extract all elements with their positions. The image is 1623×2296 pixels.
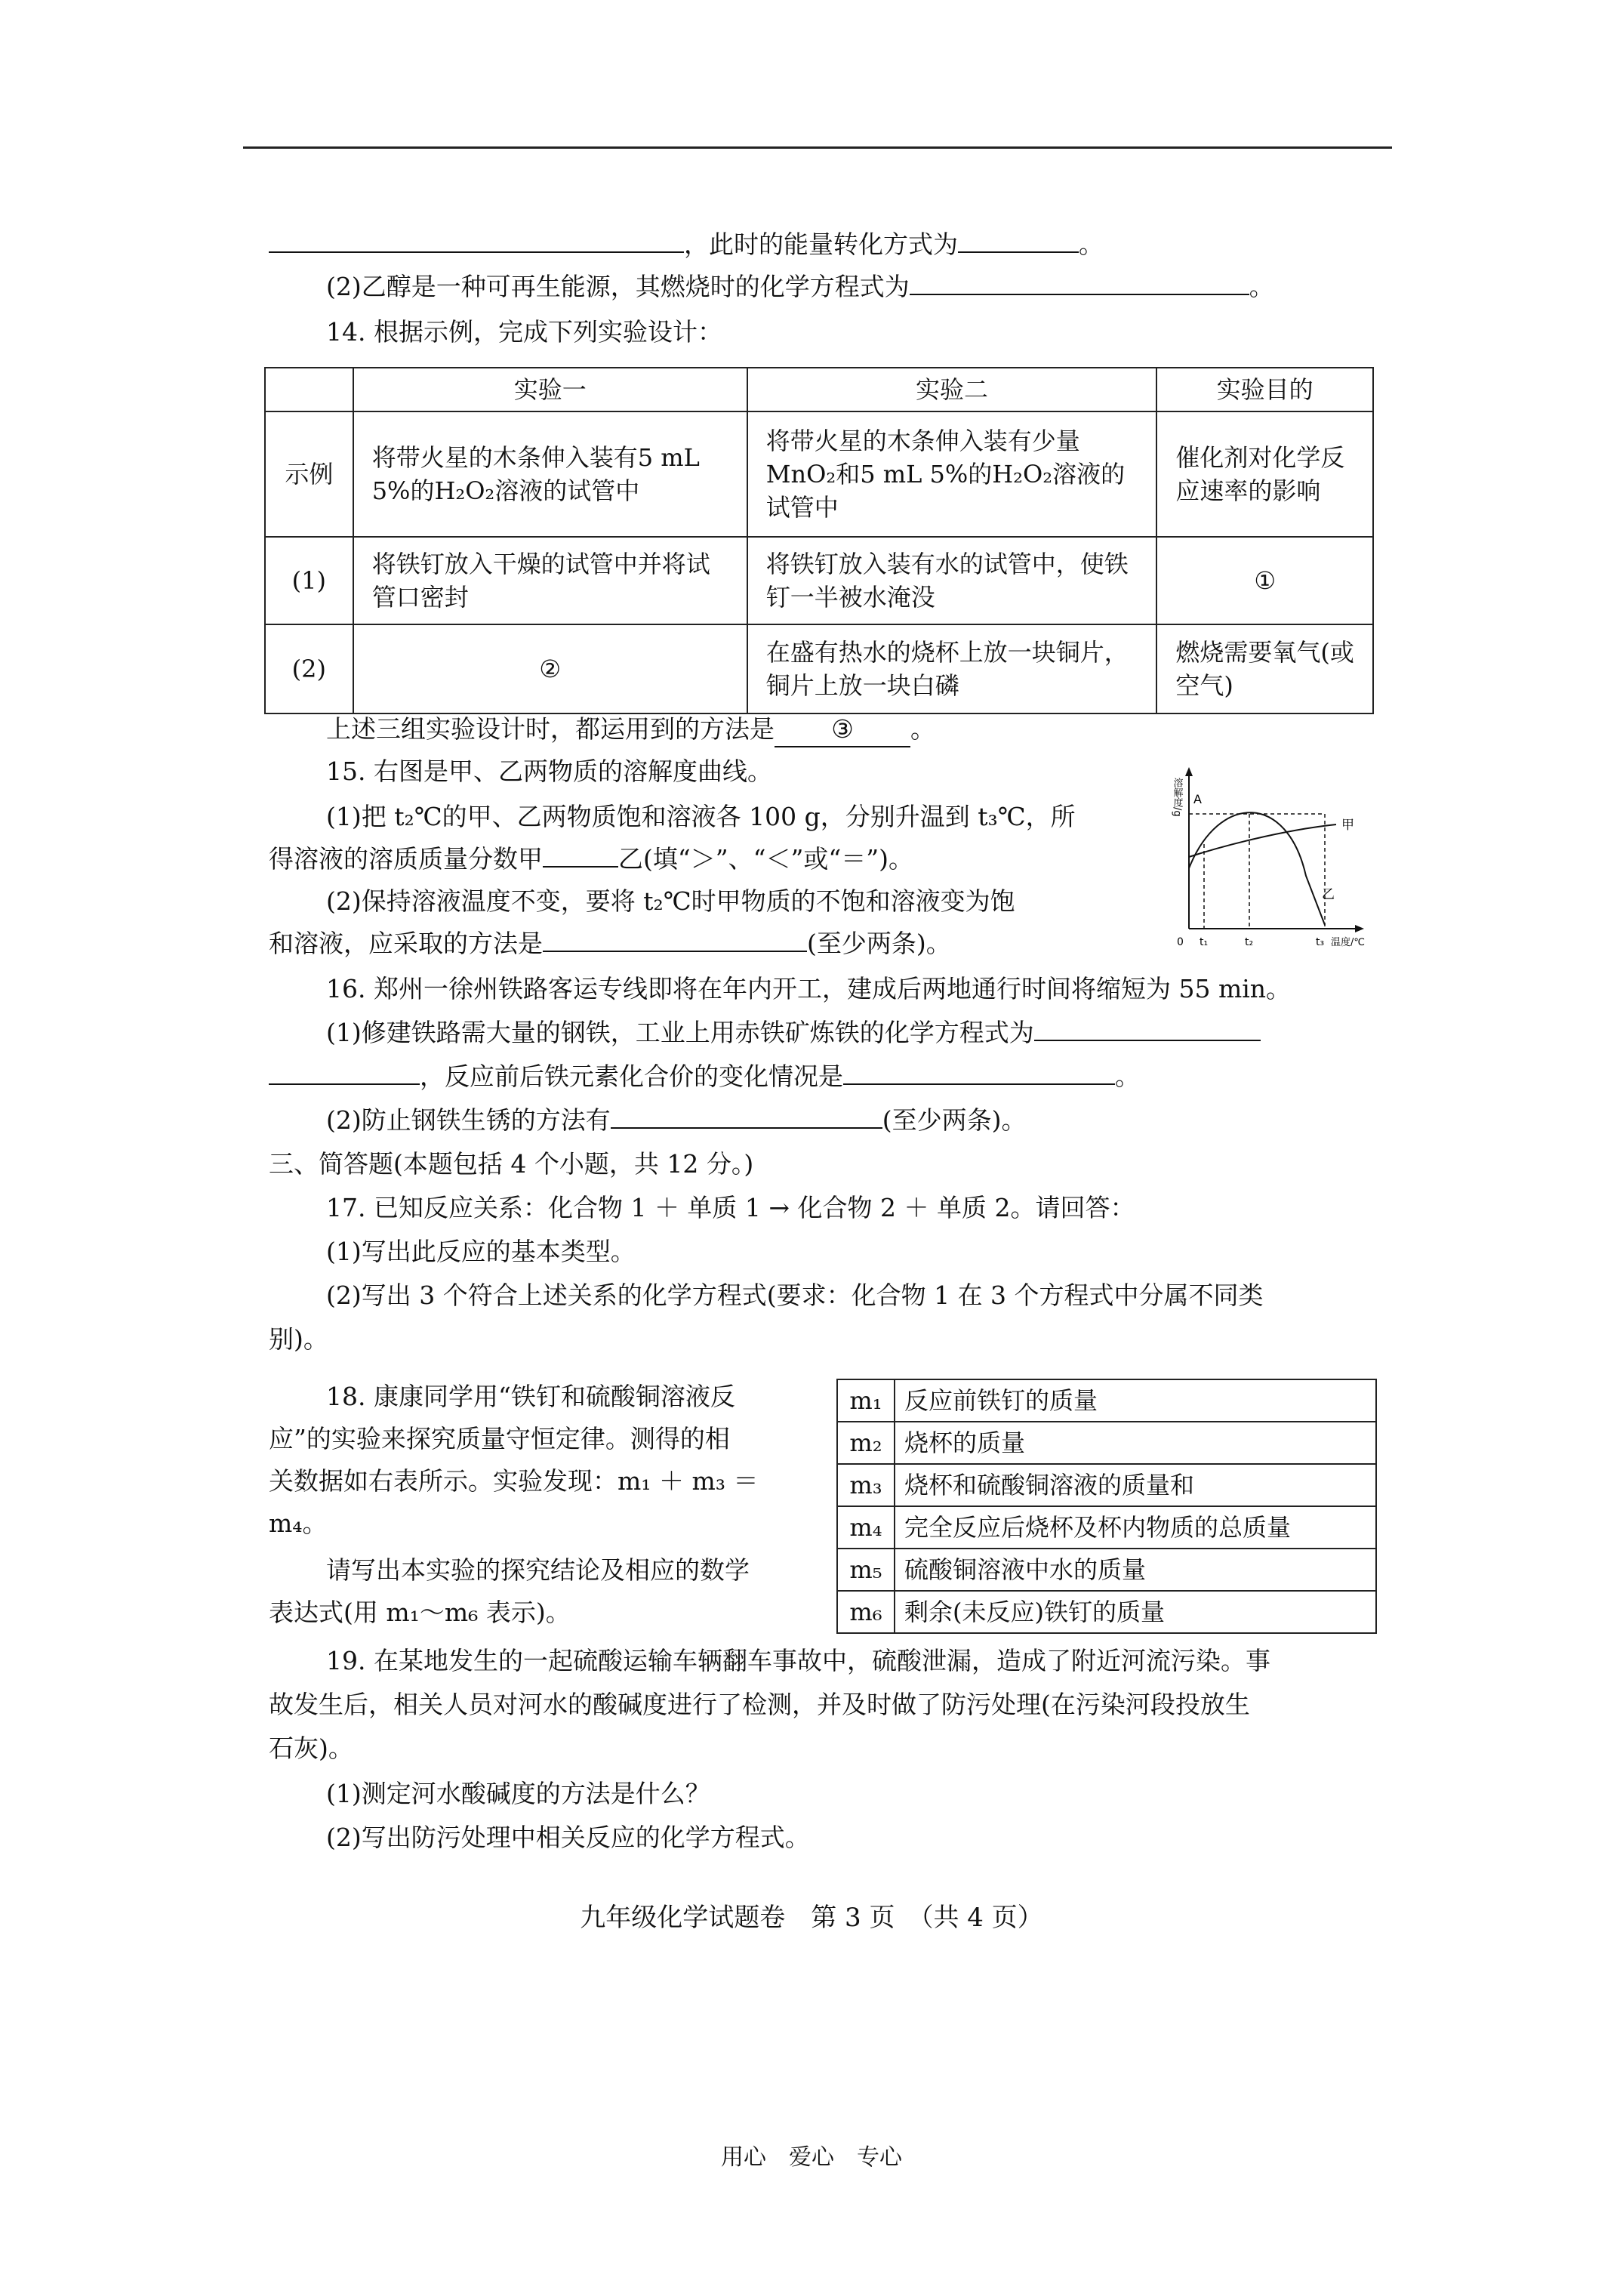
q15-title: 15. 右图是甲、乙两物质的溶解度曲线。 bbox=[326, 757, 772, 786]
table-row bbox=[837, 1549, 1376, 1591]
q18-text: 关数据如右表所示。实验发现：m₁ ＋ m₃ ＝ bbox=[269, 1466, 759, 1496]
mass-description: 烧杯和硫酸铜溶液的质量和 bbox=[895, 1464, 1376, 1506]
mass-description: 剩余(未反应)铁钉的质量 bbox=[895, 1591, 1376, 1633]
answer-blank[interactable] bbox=[843, 1061, 1115, 1085]
answer-slot-1[interactable]: ① bbox=[1156, 537, 1373, 624]
table-cell: 在盛有热水的烧杯上放一块铜片，铜片上放一块白磷 bbox=[747, 624, 1157, 713]
table-row bbox=[837, 1591, 1376, 1633]
table-cell: 示例 bbox=[265, 411, 353, 537]
table-cell: 将铁钉放入干燥的试管中并将试管口密封 bbox=[353, 537, 747, 624]
table-row bbox=[837, 1464, 1376, 1506]
q14-summary: 上述三组实验设计时，都运用到的方法是 ③ 。 bbox=[326, 713, 935, 747]
answer-blank[interactable] bbox=[910, 271, 1249, 295]
mass-description: 完全反应后烧杯及杯内物质的总质量 bbox=[895, 1506, 1376, 1549]
answer-blank[interactable] bbox=[269, 1061, 420, 1085]
q15-part1-cont: 得溶液的溶质质量分数甲 乙(填“＞”、“＜”或“＝”)。 bbox=[269, 844, 913, 874]
x-tick-label: t₃ bbox=[1316, 936, 1325, 948]
q15-part1: (1)把 t₂℃的甲、乙两物质饱和溶液各 100 g，分别升温到 t₃℃，所 bbox=[326, 802, 1076, 831]
mass-symbol: m₂ bbox=[837, 1422, 895, 1464]
answer-blank[interactable] bbox=[611, 1105, 882, 1129]
point-a-label: A bbox=[1193, 792, 1202, 806]
q18-text: 18. 康康同学用“铁钉和硫酸铜溶液反 bbox=[326, 1382, 735, 1411]
q18-text: m₄。 bbox=[269, 1509, 328, 1538]
answer-slot-3[interactable]: ③ bbox=[775, 713, 910, 747]
q15-part2: (2)保持溶液温度不变，要将 t₂℃时甲物质的不饱和溶液变为饱 bbox=[326, 886, 1015, 916]
answer-slot-2[interactable]: ② bbox=[353, 624, 747, 713]
q16-part2: (2)防止钢铁生锈的方法有 (至少两条)。 bbox=[326, 1105, 1027, 1135]
bottom-slogan: 用心 爱心 专心 bbox=[721, 2144, 902, 2171]
solubility-chart bbox=[1171, 763, 1378, 951]
table-row bbox=[837, 1422, 1376, 1464]
table-cell: 将带火星的木条伸入装有少量MnO₂和5 mL 5%的H₂O₂溶液的试管中 bbox=[747, 411, 1157, 537]
q17-part2-cont: 别)。 bbox=[269, 1324, 328, 1354]
q16-part1: (1)修建铁路需大量的钢铁，工业上用赤铁矿炼铁的化学方程式为 bbox=[326, 1016, 1261, 1049]
answer-blank[interactable] bbox=[543, 843, 618, 868]
top-rule bbox=[243, 146, 1392, 149]
table-cell: (1) bbox=[265, 537, 353, 624]
mass-description: 烧杯的质量 bbox=[895, 1422, 1376, 1464]
mass-description: 硫酸铜溶液中水的质量 bbox=[895, 1549, 1376, 1591]
q19-part2: (2)写出防污处理中相关反应的化学方程式。 bbox=[326, 1823, 810, 1852]
x-axis-label: 温度/℃ bbox=[1331, 937, 1365, 948]
table-row bbox=[837, 1506, 1376, 1549]
q18-text: 表达式(用 m₁～m₆ 表示)。 bbox=[269, 1598, 571, 1627]
mass-symbol: m₅ bbox=[837, 1549, 895, 1591]
q15-part2-cont: 和溶液，应采取的方法是 (至少两条)。 bbox=[269, 929, 951, 958]
table-cell: 燃烧需要氧气(或空气) bbox=[1156, 624, 1373, 713]
mass-table bbox=[836, 1379, 1377, 1634]
q19-part1: (1)测定河水酸碱度的方法是什么？ bbox=[326, 1779, 710, 1808]
series-label: 乙 bbox=[1322, 887, 1335, 902]
y-axis-arrow bbox=[1185, 767, 1193, 776]
mass-symbol: m₁ bbox=[837, 1379, 895, 1422]
x-tick-label: t₂ bbox=[1245, 936, 1254, 948]
q17-part2: (2)写出 3 个符合上述关系的化学方程式(要求：化合物 1 在 3 个方程式中分属不同类 bbox=[326, 1281, 1264, 1310]
mass-symbol: m₆ bbox=[837, 1591, 895, 1633]
table-header bbox=[265, 368, 353, 411]
q18-text: 请写出本实验的探究结论及相应的数学 bbox=[326, 1555, 750, 1585]
mass-symbol: m₄ bbox=[837, 1506, 895, 1549]
q19-text: 石灰)。 bbox=[269, 1734, 353, 1763]
q16-title: 16. 郑州一徐州铁路客运专线即将在年内开工，建成后两地通行时间将缩短为 55 min。 bbox=[326, 974, 1292, 1003]
answer-blank[interactable] bbox=[269, 229, 684, 253]
table-row bbox=[837, 1379, 1376, 1422]
q18-text: 应”的实验来探究质量守恒定律。测得的相 bbox=[269, 1424, 730, 1453]
page-footer: 九年级化学试题卷 第 3 页 （共 4 页） bbox=[580, 1903, 1043, 1933]
q19-text: 19. 在某地发生的一起硫酸运输车辆翻车事故中，硫酸泄漏，造成了附近河流污染。事 bbox=[326, 1646, 1270, 1675]
table-header: 实验二 bbox=[747, 368, 1157, 411]
q17-part1: (1)写出此反应的基本类型。 bbox=[326, 1237, 636, 1266]
table-header: 实验一 bbox=[353, 368, 747, 411]
q19-text: 故发生后，相关人员对河水的酸碱度进行了检测，并及时做了防污处理(在污染河段投放生 bbox=[269, 1690, 1250, 1719]
table-header: 实验目的 bbox=[1156, 368, 1373, 411]
x-tick-label: t₁ bbox=[1200, 936, 1209, 948]
experiment-table bbox=[264, 367, 1374, 714]
series-label: 甲 bbox=[1341, 818, 1354, 833]
table-cell: 将带火星的木条伸入装有5 mL 5%的H₂O₂溶液的试管中 bbox=[353, 411, 747, 537]
q17-title: 17. 已知反应关系：化合物 1 ＋ 单质 1 → 化合物 2 ＋ 单质 2。请回答： bbox=[326, 1193, 1135, 1222]
section-heading: 三、简答题(本题包括 4 个小题，共 12 分。) bbox=[269, 1149, 754, 1179]
answer-blank[interactable] bbox=[1034, 1017, 1261, 1041]
table-cell: (2) bbox=[265, 624, 353, 713]
mass-symbol: m₃ bbox=[837, 1464, 895, 1506]
q13-line1: ，此时的能量转化方式为 。 bbox=[269, 228, 1104, 261]
y-axis-label: 溶解度/g bbox=[1171, 778, 1183, 817]
q13-part2: (2)乙醇是一种可再生能源，其燃烧时的化学方程式为 。 bbox=[326, 272, 1274, 301]
x-axis-arrow bbox=[1355, 925, 1364, 932]
table-cell: 催化剂对化学反应速率的影响 bbox=[1156, 411, 1373, 537]
q14-title: 14. 根据示例，完成下列实验设计： bbox=[326, 317, 722, 347]
answer-blank[interactable] bbox=[543, 928, 807, 952]
table-cell: 将铁钉放入装有水的试管中，使铁钉一半被水淹没 bbox=[747, 537, 1157, 624]
mass-description: 反应前铁钉的质量 bbox=[895, 1379, 1376, 1422]
x-tick-label: 0 bbox=[1177, 936, 1184, 948]
series-jia-curve bbox=[1189, 824, 1336, 857]
q16-part1-cont: ，反应前后铁元素化合价的变化情况是 。 bbox=[269, 1060, 1140, 1093]
answer-blank[interactable] bbox=[958, 229, 1079, 253]
